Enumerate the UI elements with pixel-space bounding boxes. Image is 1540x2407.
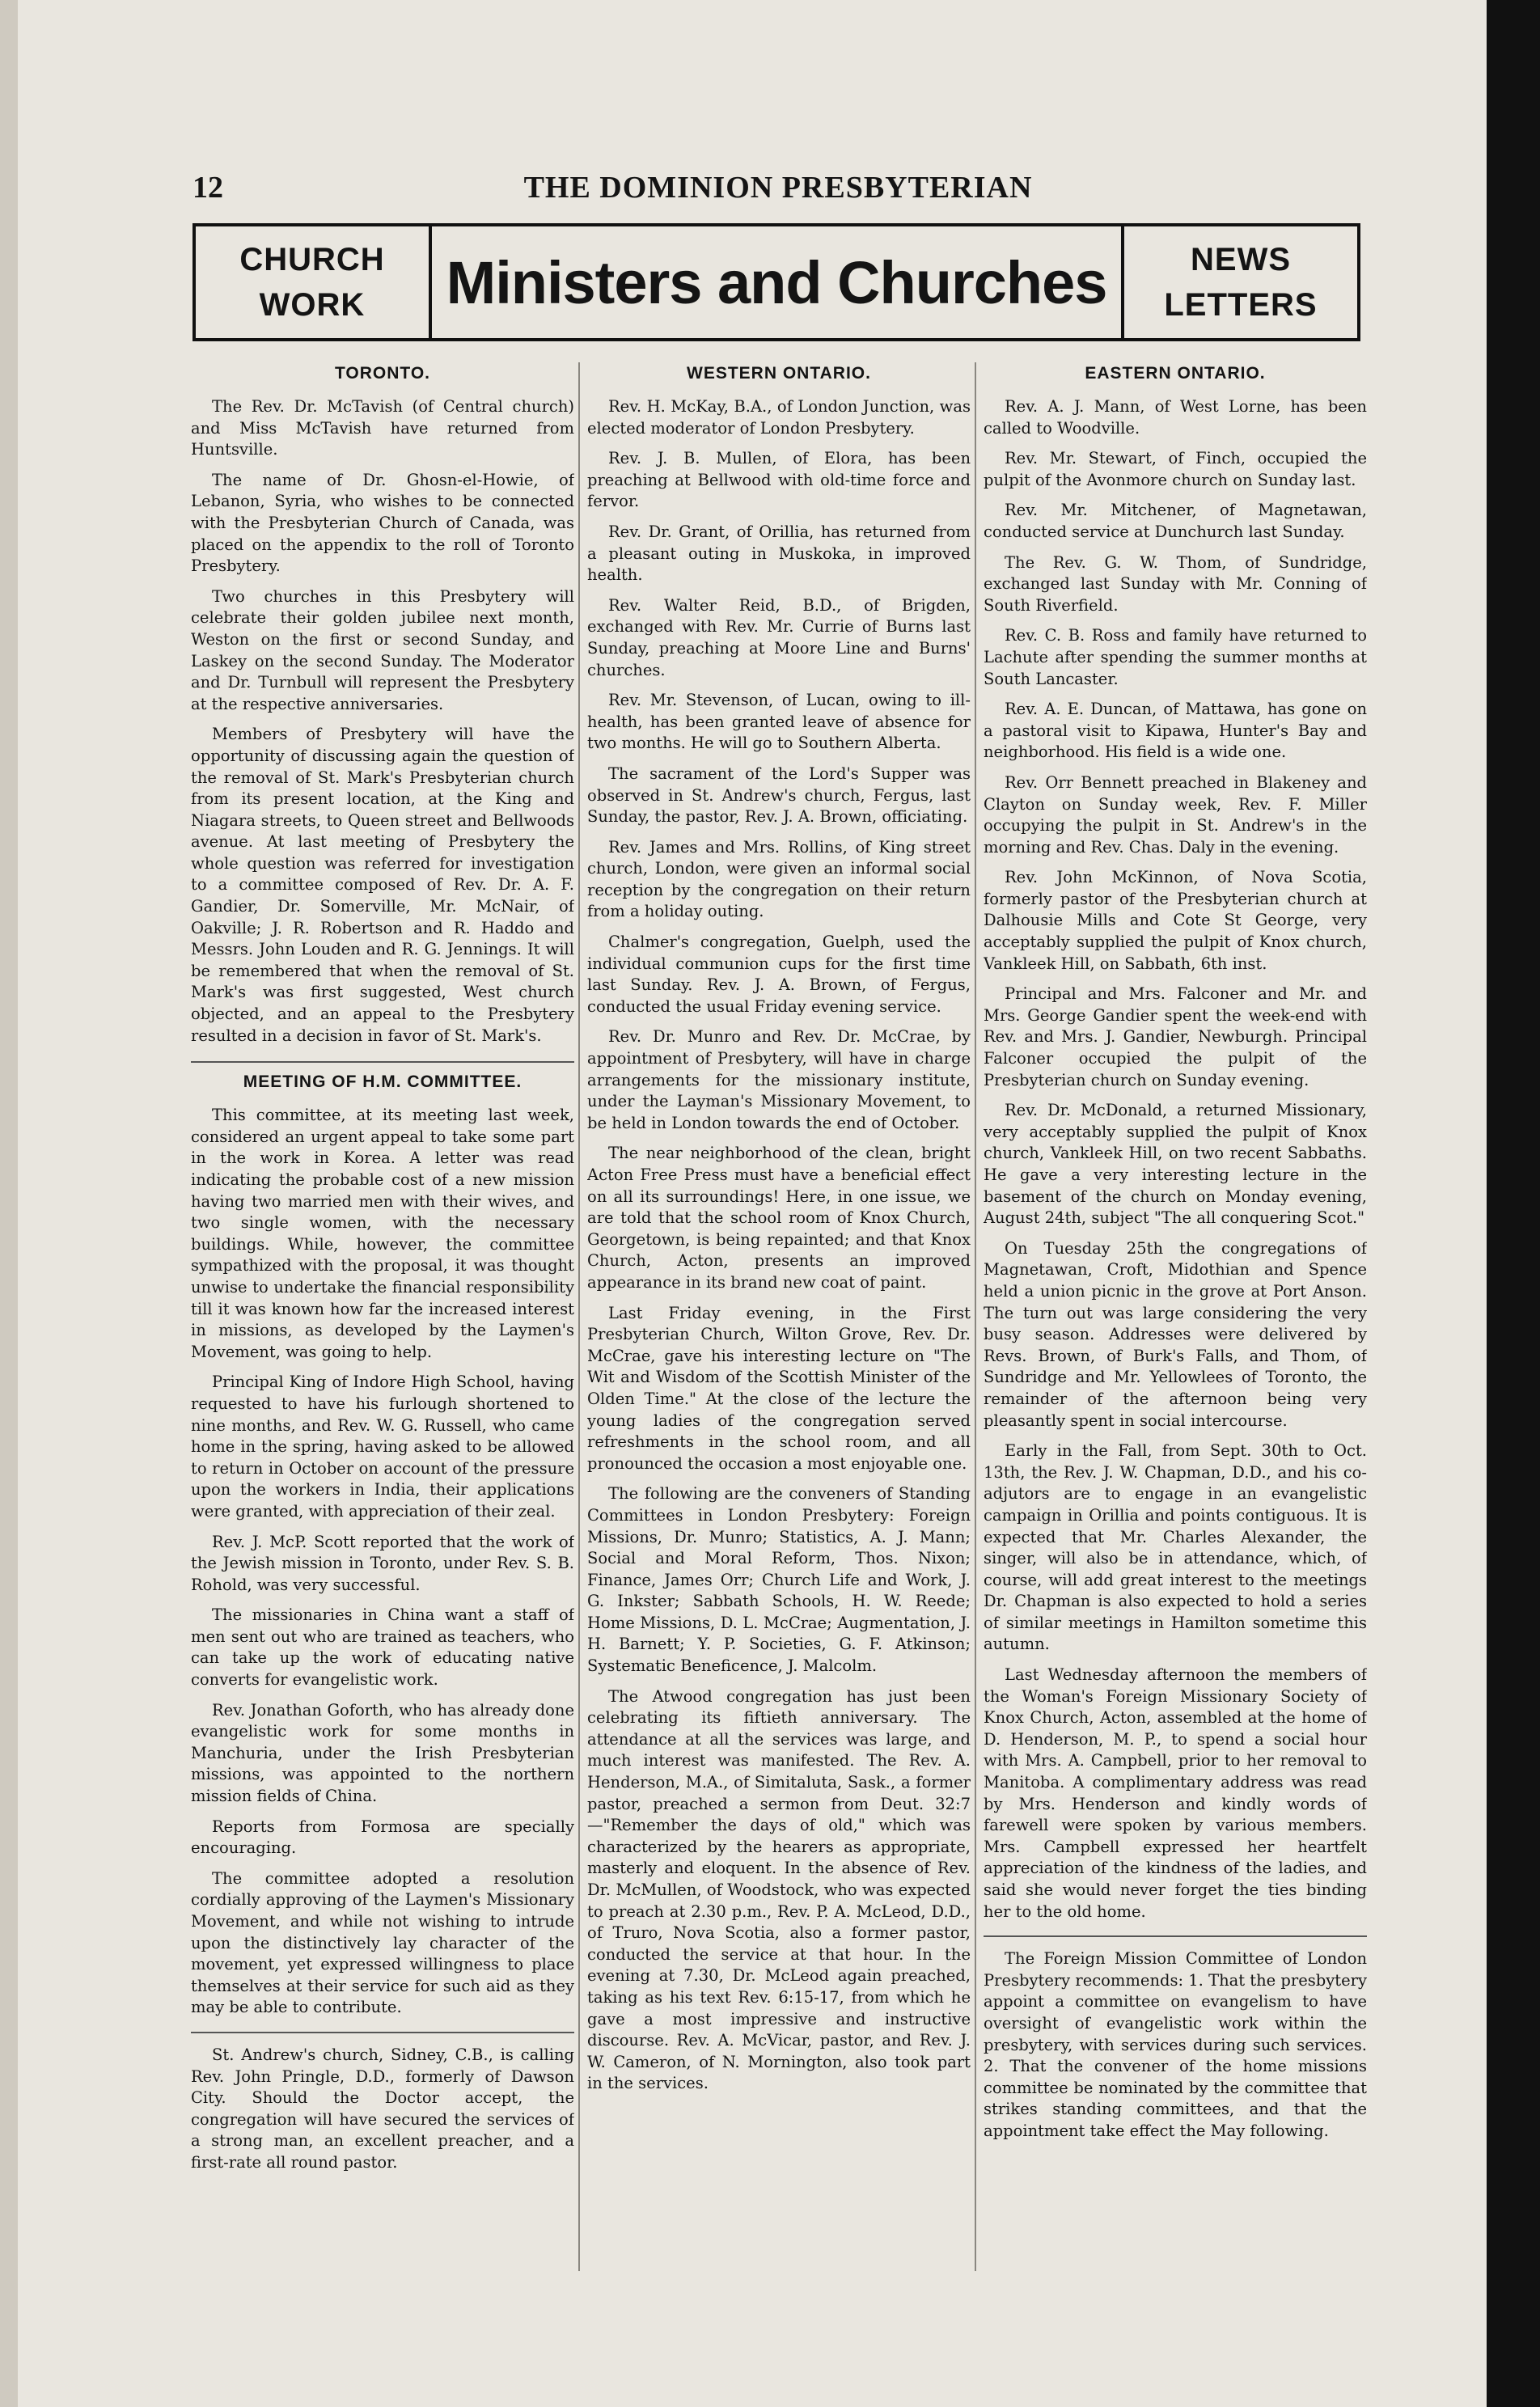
news-item: Rev. Dr. McDonald, a returned Missionary, very acceptably supplied the pulpit of Knox church, Vankleek Hill, on two recent Sabbaths. He gave a very interesting lecture in the basement of the church on Monday evening, August 24th, subject "The all conquering Scot." — [984, 1101, 1367, 1228]
news-item: Rev. Walter Reid, B.D., of Brigden, exchanged with Rev. Mr. Currie of Burns last Sunday, preaching at Moore Line and Burns' churches. — [587, 595, 971, 679]
banner-right-line-2: LETTERS — [1164, 287, 1318, 323]
banner-left-line-1: CHURCH — [239, 242, 385, 277]
news-item: Two churches in this Presbytery will celebrate their golden jubilee next month, Weston on the first or second Sunday, and Laskey on the second Sunday. The Moderator and Dr. Turnbull will represent the Presbytery at the respective anniversaries. — [191, 586, 574, 713]
scan-border — [1487, 0, 1540, 2407]
page-number: 12 — [192, 171, 223, 205]
news-item: Rev. C. B. Ross and family have returned to Lachute after spending the summer months at South Lancaster. — [984, 626, 1367, 688]
journal-title: THE DOMINION PRESBYTERIAN — [523, 171, 1033, 205]
news-item: On Tuesday 25th the congregations of Magnetawan, Croft, Midothian and Spence held a union picnic in the grove at Port Anson. The turn out was large considering the very busy season. Addresses were delivered by Revs. Brown, of Burk's Falls, and Thom, of Sundridge and Mr. Yellowlees of Toronto, the remainder of the afternoon being very pleasantly spent in social intercourse. — [984, 1238, 1367, 1430]
news-item: Rev. A. J. Mann, of West Lorne, has been called to Woodville. — [984, 397, 1367, 438]
news-item: The name of Dr. Ghosn-el-Howie, of Lebanon, Syria, who wishes to be connected with the Presbyterian Church of Canada, was placed on the appendix to the roll of Toronto Presbytery. — [191, 470, 574, 576]
column-eastern-ontario — [984, 362, 1367, 2271]
news-item: Rev. J. B. Mullen, of Elora, has been preaching at Bellwood with old-time force and fervor. — [587, 449, 971, 511]
news-item: St. Andrew's church, Sidney, C.B., is calling Rev. John Pringle, D.D., formerly of Dawson City. Should the Doctor accept, the congregation will have secured the services of a strong man, an excellent preacher, and a first-rate all round pastor. — [191, 2032, 574, 2174]
news-item: The sacrament of the Lord's Supper was observed in St. Andrew's church, Fergus, last Sunday, the pastor, Rev. J. A. Brown, officiating. — [587, 764, 971, 827]
news-item: The committee adopted a resolution cordially approving of the Laymen's Missionary Movement, and while not wishing to intrude upon the distinctively lay character of the movement, yet expressed willingness to place themselves at their service for such aid as they may be able to contribute. — [191, 1868, 574, 2017]
news-item: Rev. James and Mrs. Rollins, of King street church, London, were given an informal social reception by the congregation on their return from a holiday outing. — [587, 837, 971, 921]
column-toronto — [191, 362, 574, 2271]
banner-right-label — [1121, 226, 1357, 338]
news-item: Rev. J. McP. Scott reported that the work of the Jewish mission in Toronto, under Rev. S. B. Rohold, was very successful. — [191, 1532, 574, 1594]
column-western-ontario — [587, 362, 971, 2271]
column-subheading: MEETING OF H.M. COMMITTEE. — [191, 1061, 574, 1094]
news-item: Rev. Mr. Mitchener, of Magnetawan, conducted service at Dunchurch last Sunday. — [984, 501, 1367, 541]
news-item: Rev. A. E. Duncan, of Mattawa, has gone on a pastoral visit to Kipawa, Hunter's Bay and neighborhood. His field is a wide one. — [984, 700, 1367, 762]
section-title: Ministers and Churches — [446, 248, 1107, 316]
news-item: Chalmer's congregation, Guelph, used the individual communion cups for the first time last Sunday. Rev. J. A. Brown, of Fergus, conducted the usual Friday evening service. — [587, 933, 971, 1016]
page-header — [192, 170, 1364, 207]
news-item: Rev. Mr. Stewart, of Finch, occupied the pulpit of the Avonmore church on Sunday last. — [984, 449, 1367, 489]
news-item: Members of Presbytery will have the opportunity of discussing again the question of the removal of St. Mark's Presbyterian church from its present location, at the King and Niagara streets, to Queen street and Bellwoods avenue. At last meeting of Presbytery the whole question was referred for investigation to a committee composed of Rev. Dr. A. F. Gandier, Dr. Somerville, Mr. McNair, of Oakville; J. R. Robertson and R. Haddo and Messrs. John Louden and R. G. Jennings. It will be remembered that when the removal of St. Mark's was first suggested, West church objected, and an appeal to the Presbytery resulted in a decision in favor of St. Mark's. — [191, 725, 574, 1045]
news-item: Rev. Dr. Munro and Rev. Dr. McCrae, by appointment of Presbytery, will have in charge arrangements for the missionary institute, under the Layman's Missionary Movement, to be held in London towards the end of October. — [587, 1027, 971, 1132]
news-item: Last Friday evening, in the First Presbyterian Church, Wilton Grove, Rev. Dr. McCrae, gave his interesting lecture on "The Wit and Wisdom of the Scottish Minister of the Olden Time." At the close of the lecture the young ladies of the congregation served refreshments in the school room, and all pronounced the occasion a most enjoyable one. — [587, 1303, 971, 1473]
column-heading: WESTERN ONTARIO. — [687, 364, 871, 383]
news-item: The following are the conveners of Standing Committees in London Presbytery: Foreign Missions, Dr. Munro; Statistics, A. J. Mann; Social and Moral Reform, Thos. Nixon; Finance, James Orr; Church Life and Work, J. G. Inkster; Sabbath Schools, H. W. Reede; Home Missions, D. L. McCrae; Augmentation, J. H. Barnett; Y. P. Societies, G. F. Atkinson; Systematic Beneficence, J. Malcolm. — [587, 1484, 971, 1676]
news-item: The Atwood congregation has just been celebrating its fiftieth anniversary. The attendance at all the services was large, and much interest was manifested. The Rev. A. Henderson, M.A., of Simitaluta, Sask., a former pastor, preached a sermon from Deut. 32:7—"Remember the days of old," which was characterized by the hearers as appropriate, masterly and eloquent. In the absence of Rev. Dr. McMullen, of Woodstock, who was expected to preach at 2.30 p.m., Rev. P. A. McLeod, D.D., of Truro, Nova Scotia, also a former pastor, conducted the service at that hour. In the evening at 7.30, Dr. McLeod again preached, taking as his text Rev. 6:15-17, from which he gave a most impressive and instructive discourse. Rev. A. McVicar, pastor, and Rev. J. W. Cameron, of N. Mornington, also took part in the services. — [587, 1686, 971, 2093]
news-item: Rev. Mr. Stevenson, of Lucan, owing to ill-health, has been granted leave of absence for two months. He will go to Southern Alberta. — [587, 691, 971, 753]
news-item: Principal King of Indore High School, having requested to have his furlough shortened to nine months, and Rev. W. G. Russell, who came home in the spring, having asked to be allowed to return in October on account of the pressure upon the workers in India, their applications were granted, with appreciation of their zeal. — [191, 1373, 574, 1521]
news-item: Rev. Orr Bennett preached in Blakeney and Clayton on Sunday week, Rev. F. Miller occupying the pulpit in St. Andrew's in the morning and Rev. Chas. Daly in the evening. — [984, 772, 1367, 857]
banner-right-line-1: NEWS — [1191, 242, 1291, 277]
news-item: Rev. John McKinnon, of Nova Scotia, formerly pastor of the Presbyterian church at Dalhousie Mills and Cote St George, very acceptably supplied the pulpit of Knox church, Vankleek Hill, on Sabbath, 6th inst. — [984, 868, 1367, 973]
column-divider — [578, 362, 580, 2271]
news-item: Rev. H. McKay, B.A., of London Junction, was elected moderator of London Presbytery. — [587, 397, 971, 438]
news-item: This committee, at its meeting last week, considered an urgent appeal to take some part in the work in Korea. A letter was read indicating the probable cost of a new mission having two married men with their wives, and two single women, with the necessary buildings. While, however, the committee sympathized with the proposal, it was thought unwise to undertake the financial responsibility till it was known how far the increased interest in missions, as developed by the Laymen's Movement, was going to help. — [191, 1106, 574, 1361]
news-item: Rev. Jonathan Goforth, who has already done evangelistic work for some months in Manchuria, under the Irish Presbyterian missions, was appointed to the northern mission fields of China. — [191, 1700, 574, 1806]
news-item: The near neighborhood of the clean, bright Acton Free Press must have a beneficial effect on all its surroundings! Here, in one issue, we are told that the school room of Knox Church, Georgetown, is being repainted; and that Knox Church, Acton, presents an improved appearance in its brand new coat of paint. — [587, 1144, 971, 1292]
news-item: Early in the Fall, from Sept. 30th to Oct. 13th, the Rev. J. W. Chapman, D.D., and his co-adjutors are to engage in an evangelistic campaign in Orillia and points contiguous. It is expected that Mr. Charles Alexander, the singer, will also be in attendance, which, of course, will add great interest to the meetings Dr. Chapman is also expected to hold a series of similar meetings in Hamilton sometime this autumn. — [984, 1441, 1367, 1654]
news-item: The Rev. G. W. Thom, of Sundridge, exchanged last Sunday with Mr. Conning of South Riverfield. — [984, 552, 1367, 615]
news-item: Last Wednesday afternoon the members of the Woman's Foreign Missionary Society of Knox Church, Acton, assembled at the home of D. Henderson, M. P., to spend a social hour with Mrs. A. Campbell, prior to her removal to Manitoba. A complimentary address was read by Mrs. Henderson and kindly words of farewell were spoken by various members. Mrs. Campbell expressed her heartfelt appreciation of the kindness of the ladies, and said she would never forget the ties binding her to the old home. — [984, 1665, 1367, 1921]
column-divider — [975, 362, 976, 2271]
column-heading: EASTERN ONTARIO. — [1085, 364, 1266, 383]
news-item: The missionaries in China want a staff of men sent out who are trained as teachers, who can take up the work of educating native converts for evangelistic work. — [191, 1605, 574, 1690]
section-banner — [192, 223, 1360, 341]
banner-left-line-2: WORK — [259, 287, 366, 323]
news-item: The Rev. Dr. McTavish (of Central church) and Miss McTavish have returned from Huntsville. — [191, 397, 574, 459]
news-item: Rev. Dr. Grant, of Orillia, has returned from a pleasant outing in Muskoka, in improved health. — [587, 522, 971, 585]
banner-left-label — [196, 226, 432, 338]
column-heading: TORONTO. — [334, 364, 431, 383]
news-item: The Foreign Mission Committee of London Presbytery recommends: 1. That the presbytery appoint a committee on evangelism to have oversight of evangelistic work within the presbytery, with services during such services. 2. That the convener of the home missions committee be nominated by the committee that strikes standing committees, and that the appointment take effect the May following. — [984, 1935, 1367, 2142]
page-binding-edge — [0, 0, 18, 2407]
news-item: Principal and Mrs. Falconer and Mr. and Mrs. George Gandier spent the week-end with Rev. and Mrs. J. Gandier, Newburgh. Principal Falconer occupied the pulpit of the Presbyterian church on Sunday evening. — [984, 984, 1367, 1089]
news-item: Reports from Formosa are specially encouraging. — [191, 1817, 574, 1858]
